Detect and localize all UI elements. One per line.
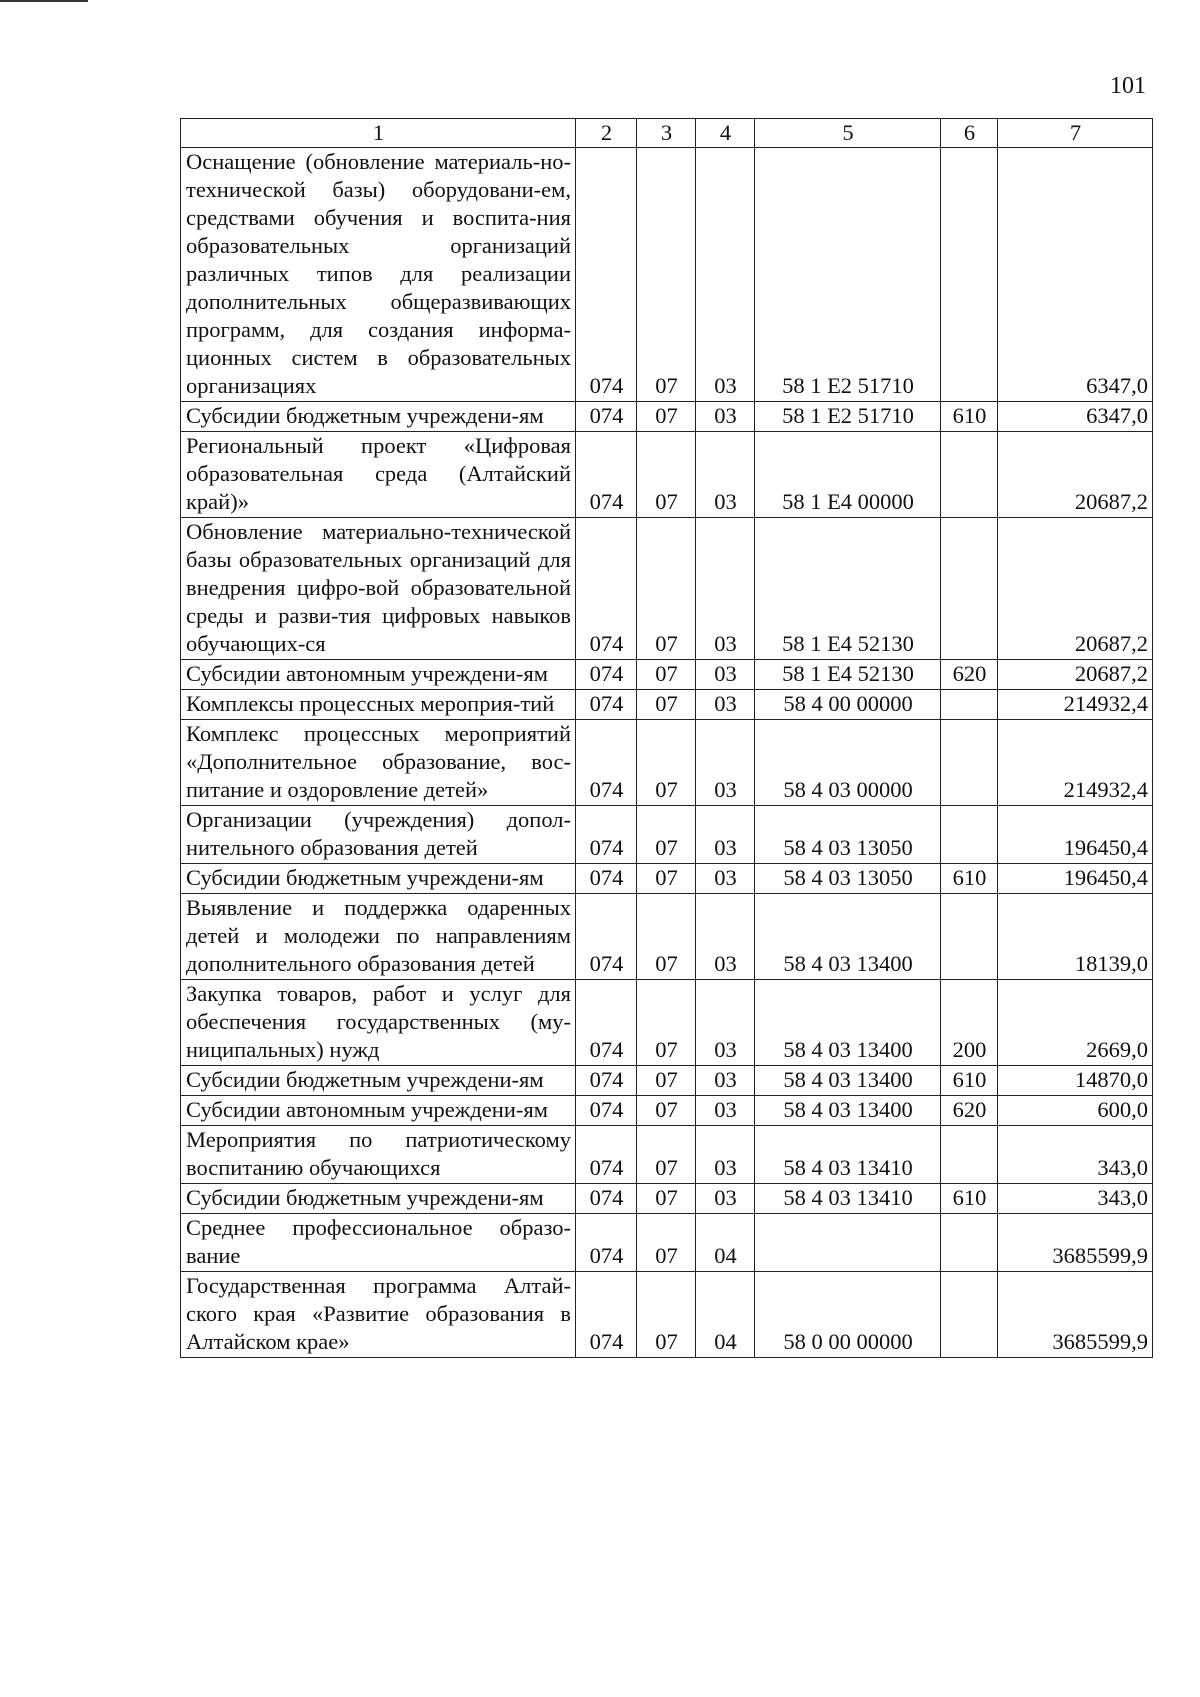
subsection-code-cell: 03 — [696, 518, 755, 660]
subsection-code-cell: 03 — [696, 148, 755, 402]
section-code-cell: 07 — [637, 1096, 696, 1126]
admin-code-cell: 074 — [576, 1184, 637, 1214]
section-code-cell: 07 — [637, 402, 696, 432]
target-article-cell: 58 1 E4 00000 — [755, 432, 941, 518]
amount-cell: 3685599,9 — [998, 1272, 1153, 1358]
amount-cell: 2669,0 — [998, 980, 1153, 1066]
subsection-code-cell: 03 — [696, 1184, 755, 1214]
admin-code-cell: 074 — [576, 518, 637, 660]
table-row — [181, 1184, 1153, 1214]
subsection-code-cell: 03 — [696, 864, 755, 894]
admin-code-cell: 074 — [576, 1272, 637, 1358]
table-row — [181, 1126, 1153, 1184]
subsection-code-cell: 03 — [696, 402, 755, 432]
section-code-cell: 07 — [637, 148, 696, 402]
admin-code-cell: 074 — [576, 894, 637, 980]
target-article-cell: 58 4 03 13400 — [755, 894, 941, 980]
admin-code-cell: 074 — [576, 402, 637, 432]
amount-cell: 214932,4 — [998, 720, 1153, 806]
section-code-cell: 07 — [637, 1066, 696, 1096]
table-row — [181, 518, 1153, 660]
expense-type-cell — [941, 148, 998, 402]
header-cell-4: 4 — [696, 119, 755, 148]
admin-code-cell: 074 — [576, 980, 637, 1066]
amount-cell: 6347,0 — [998, 402, 1153, 432]
item-name-cell: Субсидии бюджетным учреждени-ям — [181, 402, 576, 432]
table-row — [181, 806, 1153, 864]
target-article-cell: 58 0 00 00000 — [755, 1272, 941, 1358]
subsection-code-cell: 03 — [696, 1066, 755, 1096]
header-cell-5: 5 — [755, 119, 941, 148]
section-code-cell: 07 — [637, 1126, 696, 1184]
item-name-cell: Комплекс процессных мероприятий «Дополнительное образование, вос-питание и оздоровление детей» — [181, 720, 576, 806]
expense-type-cell: 610 — [941, 1184, 998, 1214]
amount-cell: 20687,2 — [998, 432, 1153, 518]
admin-code-cell: 074 — [576, 1126, 637, 1184]
subsection-code-cell: 03 — [696, 980, 755, 1066]
subsection-code-cell: 03 — [696, 1096, 755, 1126]
section-code-cell: 07 — [637, 980, 696, 1066]
item-name-cell: Обновление материально-технической базы образовательных организаций для внедрения цифро-вой образовательной среды и разви-тия цифровых навыков обучающих-ся — [181, 518, 576, 660]
amount-cell: 196450,4 — [998, 864, 1153, 894]
target-article-cell: 58 4 03 13410 — [755, 1184, 941, 1214]
item-name-cell: Оснащение (обновление материаль-но-технической базы) оборудовани-ем, средствами обучения и воспита-ния образовательных организаций различных типов для реализации дополнительных общеразвивающих программ, для создания информа-ционных систем в образовательных организациях — [181, 148, 576, 402]
header-row — [181, 119, 1153, 148]
expense-type-cell — [941, 432, 998, 518]
expense-type-cell: 610 — [941, 864, 998, 894]
item-name-cell: Субсидии автономным учреждени-ям — [181, 1096, 576, 1126]
table-row — [181, 1066, 1153, 1096]
subsection-code-cell: 04 — [696, 1214, 755, 1272]
admin-code-cell: 074 — [576, 1214, 637, 1272]
item-name-cell: Субсидии бюджетным учреждени-ям — [181, 1066, 576, 1096]
amount-cell: 6347,0 — [998, 148, 1153, 402]
table-row — [181, 1272, 1153, 1358]
target-article-cell: 58 1 E2 51710 — [755, 148, 941, 402]
table-row — [181, 864, 1153, 894]
subsection-code-cell: 03 — [696, 690, 755, 720]
page-number: 101 — [1110, 73, 1146, 99]
admin-code-cell: 074 — [576, 432, 637, 518]
expense-type-cell — [941, 1126, 998, 1184]
section-code-cell: 07 — [637, 690, 696, 720]
admin-code-cell: 074 — [576, 148, 637, 402]
target-article-cell: 58 4 03 13400 — [755, 980, 941, 1066]
item-name-cell: Субсидии бюджетным учреждени-ям — [181, 1184, 576, 1214]
table-body — [181, 148, 1153, 1358]
section-code-cell: 07 — [637, 894, 696, 980]
table-row — [181, 660, 1153, 690]
expense-type-cell — [941, 894, 998, 980]
expense-type-cell — [941, 1272, 998, 1358]
table-row — [181, 432, 1153, 518]
budget-table — [180, 118, 1153, 1358]
section-code-cell: 07 — [637, 660, 696, 690]
admin-code-cell: 074 — [576, 806, 637, 864]
item-name-cell: Региональный проект «Цифровая образовательная среда (Алтайский край)» — [181, 432, 576, 518]
target-article-cell: 58 4 00 00000 — [755, 690, 941, 720]
section-code-cell: 07 — [637, 1214, 696, 1272]
target-article-cell: 58 4 03 13400 — [755, 1096, 941, 1126]
amount-cell: 20687,2 — [998, 660, 1153, 690]
item-name-cell: Субсидии бюджетным учреждени-ям — [181, 864, 576, 894]
admin-code-cell: 074 — [576, 1096, 637, 1126]
expense-type-cell — [941, 806, 998, 864]
target-article-cell: 58 4 03 00000 — [755, 720, 941, 806]
table-row — [181, 402, 1153, 432]
header-cell-1: 1 — [181, 119, 576, 148]
section-code-cell: 07 — [637, 1184, 696, 1214]
table-row — [181, 690, 1153, 720]
amount-cell: 20687,2 — [998, 518, 1153, 660]
section-code-cell: 07 — [637, 518, 696, 660]
section-code-cell: 07 — [637, 864, 696, 894]
amount-cell: 343,0 — [998, 1184, 1153, 1214]
expense-type-cell — [941, 690, 998, 720]
subsection-code-cell: 03 — [696, 432, 755, 518]
expense-type-cell — [941, 518, 998, 660]
subsection-code-cell: 03 — [696, 806, 755, 864]
target-article-cell: 58 4 03 13050 — [755, 806, 941, 864]
subsection-code-cell: 03 — [696, 720, 755, 806]
section-code-cell: 07 — [637, 432, 696, 518]
header-cell-3: 3 — [637, 119, 696, 148]
expense-type-cell — [941, 1214, 998, 1272]
admin-code-cell: 074 — [576, 660, 637, 690]
item-name-cell: Субсидии автономным учреждени-ям — [181, 660, 576, 690]
scan-edge-mark — [0, 0, 88, 2]
amount-cell: 196450,4 — [998, 806, 1153, 864]
expense-type-cell: 620 — [941, 660, 998, 690]
expense-type-cell: 200 — [941, 980, 998, 1066]
item-name-cell: Государственная программа Алтай-ского края «Развитие образования в Алтайском крае» — [181, 1272, 576, 1358]
amount-cell: 14870,0 — [998, 1066, 1153, 1096]
target-article-cell: 58 4 03 13050 — [755, 864, 941, 894]
amount-cell: 600,0 — [998, 1096, 1153, 1126]
admin-code-cell: 074 — [576, 720, 637, 806]
expense-type-cell: 610 — [941, 402, 998, 432]
subsection-code-cell: 03 — [696, 1126, 755, 1184]
amount-cell: 214932,4 — [998, 690, 1153, 720]
item-name-cell: Выявление и поддержка одаренных детей и молодежи по направлениям дополнительного образования детей — [181, 894, 576, 980]
table-row — [181, 148, 1153, 402]
table-row — [181, 720, 1153, 806]
header-cell-7: 7 — [998, 119, 1153, 148]
admin-code-cell: 074 — [576, 864, 637, 894]
item-name-cell: Мероприятия по патриотическому воспитанию обучающихся — [181, 1126, 576, 1184]
amount-cell: 18139,0 — [998, 894, 1153, 980]
section-code-cell: 07 — [637, 1272, 696, 1358]
expense-type-cell — [941, 720, 998, 806]
section-code-cell: 07 — [637, 720, 696, 806]
admin-code-cell: 074 — [576, 1066, 637, 1096]
expense-type-cell: 620 — [941, 1096, 998, 1126]
amount-cell: 3685599,9 — [998, 1214, 1153, 1272]
table-row — [181, 894, 1153, 980]
target-article-cell: 58 1 E4 52130 — [755, 518, 941, 660]
item-name-cell: Закупка товаров, работ и услуг для обеспечения государственных (му-ниципальных) нужд — [181, 980, 576, 1066]
item-name-cell: Среднее профессиональное образо-вание — [181, 1214, 576, 1272]
item-name-cell: Организации (учреждения) допол-нительного образования детей — [181, 806, 576, 864]
item-name-cell: Комплексы процессных мероприя-тий — [181, 690, 576, 720]
admin-code-cell: 074 — [576, 690, 637, 720]
expense-type-cell: 610 — [941, 1066, 998, 1096]
target-article-cell: 58 4 03 13400 — [755, 1066, 941, 1096]
target-article-cell — [755, 1214, 941, 1272]
amount-cell: 343,0 — [998, 1126, 1153, 1184]
target-article-cell: 58 1 E4 52130 — [755, 660, 941, 690]
table-row — [181, 1096, 1153, 1126]
target-article-cell: 58 1 E2 51710 — [755, 402, 941, 432]
table-row — [181, 980, 1153, 1066]
header-cell-6: 6 — [941, 119, 998, 148]
subsection-code-cell: 04 — [696, 1272, 755, 1358]
header-cell-2: 2 — [576, 119, 637, 148]
target-article-cell: 58 4 03 13410 — [755, 1126, 941, 1184]
table-row — [181, 1214, 1153, 1272]
subsection-code-cell: 03 — [696, 894, 755, 980]
subsection-code-cell: 03 — [696, 660, 755, 690]
section-code-cell: 07 — [637, 806, 696, 864]
